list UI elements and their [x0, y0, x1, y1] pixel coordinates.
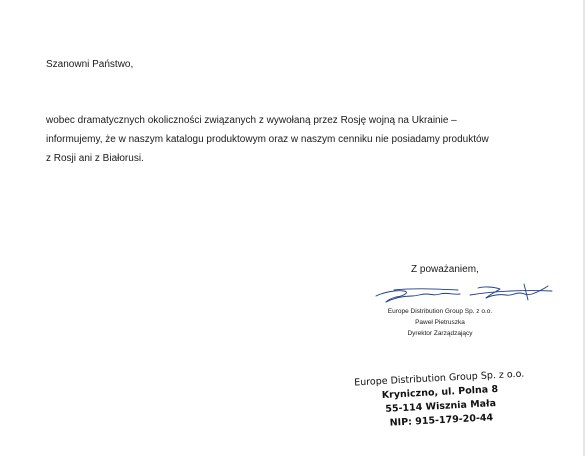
stamp-street: Kryniczno, ul. Polna 8	[381, 383, 499, 402]
stamp-nip: NIP: 915-179-20-44	[389, 412, 494, 429]
company-stamp	[344, 367, 537, 433]
handwritten-signature	[374, 282, 554, 304]
body-line: wobec dramatycznych okoliczności związanych z wywołaną przez Rosję wojną na Ukrainie –	[46, 115, 457, 126]
stamp-company: Europe Distribution Group Sp. z o.o.	[353, 368, 525, 389]
letter-body	[46, 111, 546, 168]
signatory-name: Paweł Pietruszka	[415, 319, 465, 326]
body-line: z Rosji ani z Białorusi.	[46, 153, 144, 164]
signatory-title: Dyrektor Zarządzający	[407, 330, 473, 337]
letter-closing: Z poważaniem,	[411, 264, 479, 275]
stamp-city: 55-114 Wisznia Mała	[385, 398, 497, 415]
body-line: informujemy, że w naszym katalogu produktowym oraz w naszym cenniku nie posiadamy produktów	[46, 134, 489, 145]
letter-greeting: Szanowni Państwo,	[46, 59, 134, 70]
signature-block	[370, 306, 510, 339]
signature-company: Europe Distribution Group Sp. z o.o.	[387, 308, 493, 315]
